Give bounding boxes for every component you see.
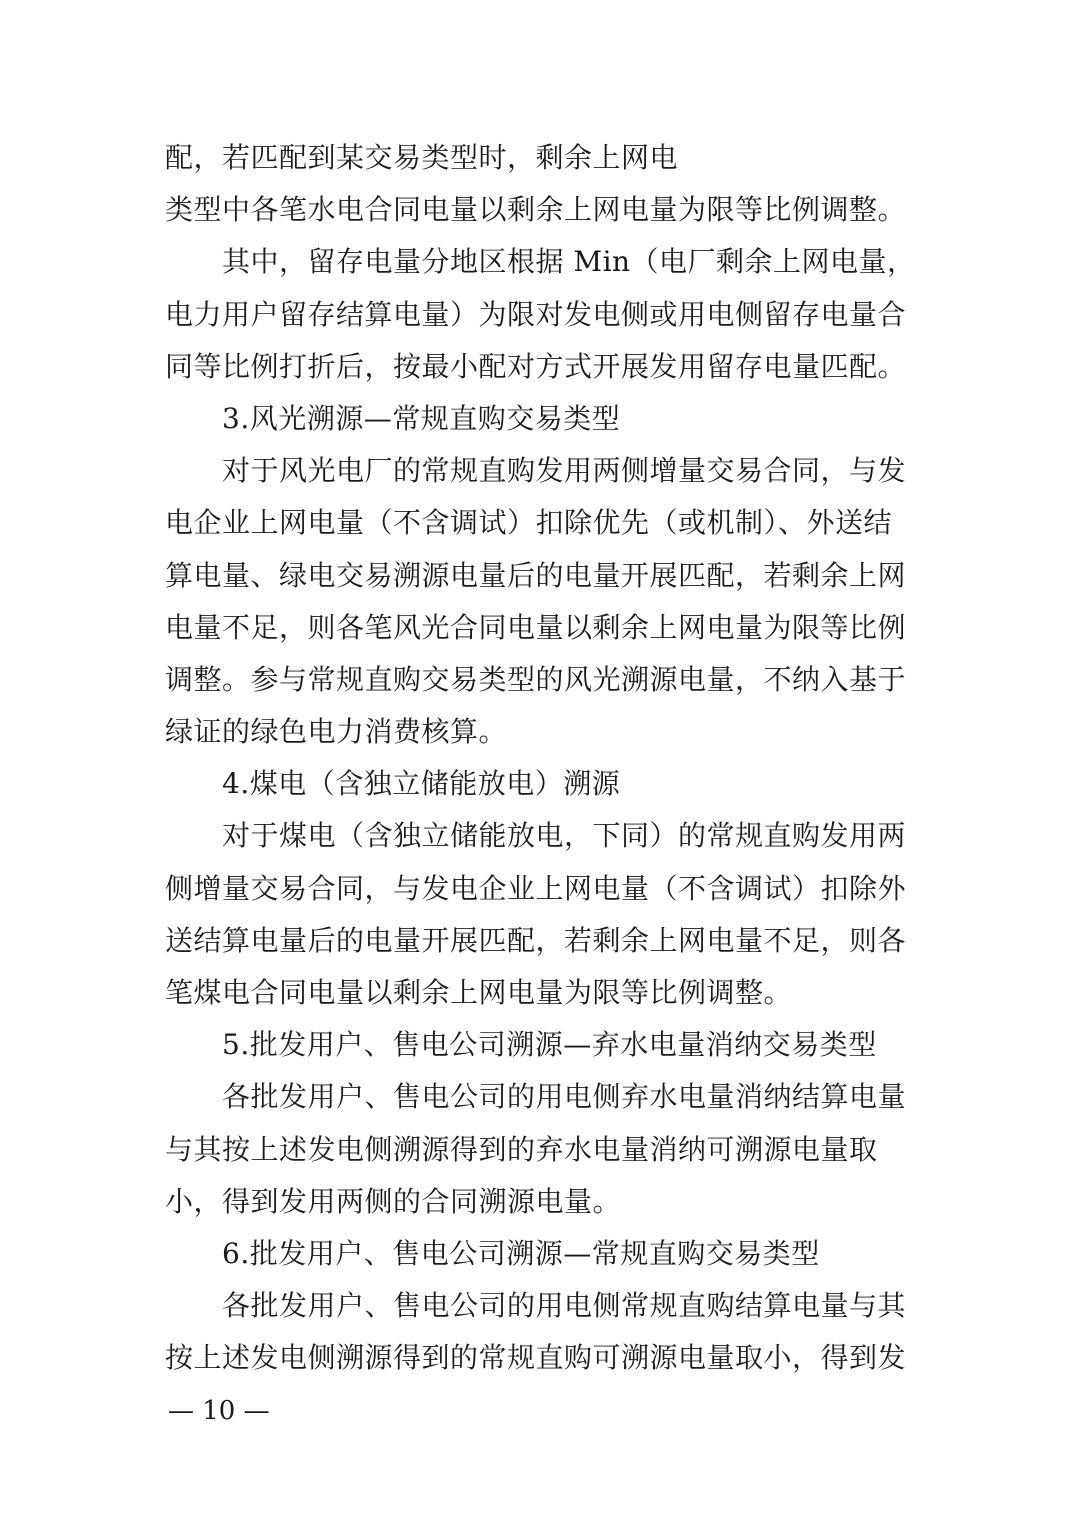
section-heading: 3.风光溯源—常规直购交易类型	[222, 401, 621, 435]
paragraph-line: 电力用户留存结算电量）为限对发电侧或用电侧留存电量合	[165, 297, 907, 331]
section-heading: 4.煤电（含独立储能放电）溯源	[222, 767, 621, 801]
paragraph-line: 算电量、绿电交易溯源电量后的电量开展匹配，若剩余上网	[165, 558, 907, 592]
paragraph-line: 送结算电量后的电量开展匹配，若剩余上网电量不足，则各	[165, 923, 907, 957]
paragraph-line: 对于风光电厂的常规直购发用两侧增量交易合同，与发	[222, 454, 907, 488]
paragraph-line: 与其按上述发电侧溯源得到的弃水电量消纳可溯源电量取	[165, 1132, 878, 1166]
paragraph-line: 笔煤电合同电量以剩余上网电量为限等比例调整。	[165, 976, 793, 1009]
paragraph-line: 侧增量交易合同，与发电企业上网电量（不含调试）扣除外	[165, 871, 907, 905]
paragraph-line: 调整。参与常规直购交易类型的风光溯源电量，不纳入基于	[165, 662, 907, 696]
section-heading: 5.批发用户、售电公司溯源—弃水电量消纳交易类型	[222, 1028, 877, 1062]
document-body	[165, 132, 925, 1385]
paragraph-line: 同等比例打折后，按最小配对方式开展发用留存电量匹配。	[165, 349, 907, 383]
paragraph-line: 按上述发电侧溯源得到的常规直购可溯源电量取小，得到发	[165, 1341, 907, 1375]
paragraph-line: 各批发用户、售电公司的用电侧弃水电量消纳结算电量	[222, 1080, 907, 1114]
paragraph-line: 电企业上网电量（不含调试）扣除优先（或机制）、外送结	[165, 506, 893, 540]
paragraph-line: 其中，留存电量分地区根据 Min（电厂剩余上网电量，	[222, 245, 916, 279]
page-number: — 10 —	[168, 1396, 270, 1426]
paragraph-line: 各批发用户、售电公司的用电侧常规直购结算电量与其	[222, 1289, 907, 1323]
paragraph-line: 配，若匹配到某交易类型时，剩余上网电	[165, 141, 679, 174]
paragraph-line: 电量不足，则各笔风光合同电量以剩余上网电量为限等比例	[165, 610, 907, 644]
paragraph-line: 绿证的绿色电力消费核算。	[165, 715, 508, 749]
paragraph-line: 小，得到发用两侧的合同溯源电量。	[165, 1184, 622, 1218]
section-heading: 6.批发用户、售电公司溯源—常规直购交易类型	[222, 1236, 820, 1270]
paragraph-line: 类型中各笔水电合同电量以剩余上网电量为限等比例调整。	[165, 193, 907, 227]
paragraph-line: 对于煤电（含独立储能放电，下同）的常规直购发用两	[222, 819, 907, 853]
